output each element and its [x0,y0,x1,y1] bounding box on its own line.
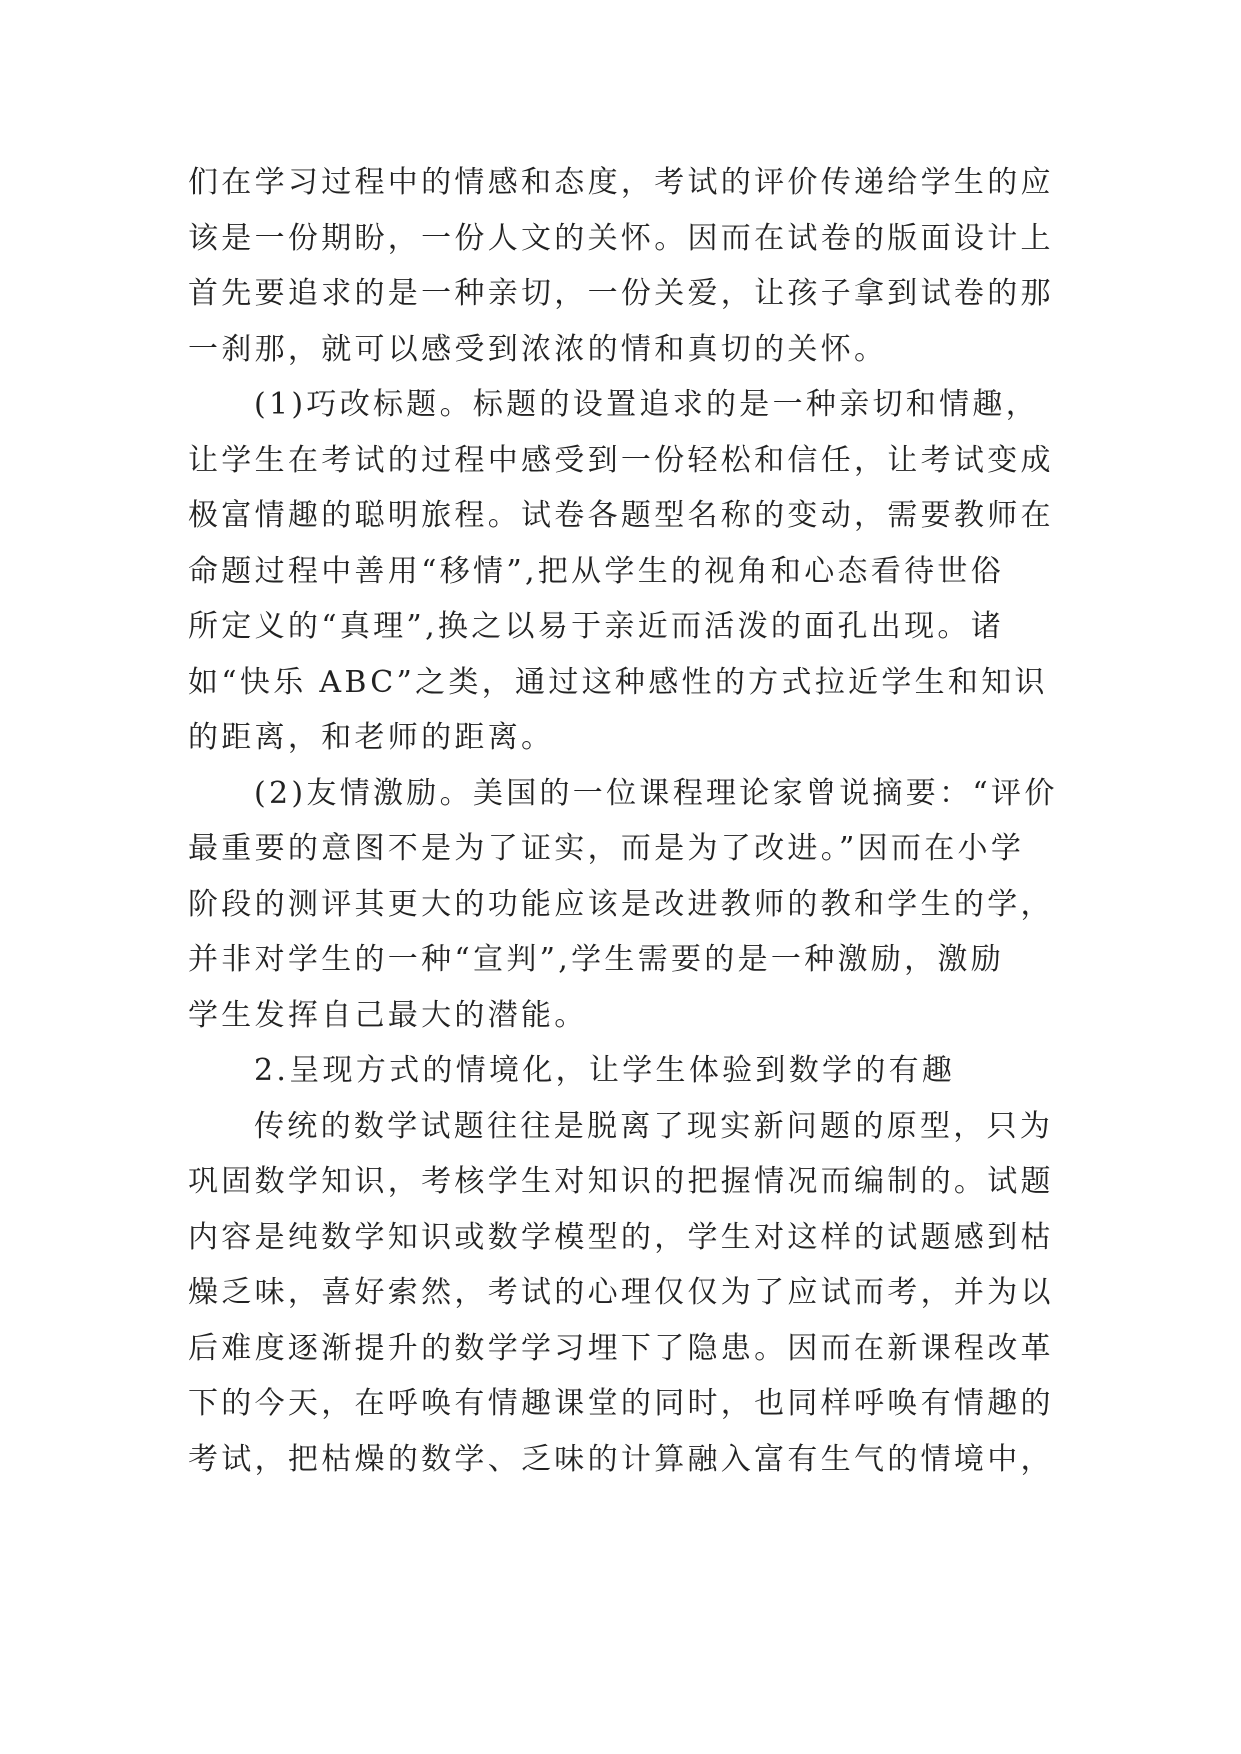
text-line: 下的今天，在呼唤有情趣课堂的同时，也同样呼唤有情趣的 [188,1386,1054,1421]
text-line: 燥乏味，喜好索然，考试的心理仅仅为了应试而考，并为以 [188,1275,1054,1310]
text-line: 考试，把枯燥的数学、乏味的计算融入富有生气的情境中， [188,1441,1054,1477]
text-line: 所定义的“真理”,换之以易于亲近而活泼的面孔出现。诸 [188,609,1005,644]
text-line: 如“快乐 ABC”之类，通过这种感性的方式拉近学生和知识 [188,664,1048,700]
text-line: 巩固数学知识，考核学生对知识的把握情况而编制的。试题 [188,1164,1054,1199]
text-line: 一刹那，就可以感受到浓浓的情和真切的关怀。 [188,331,888,367]
text-line: 并非对学生的一种“宣判”,学生需要的是一种激励，激励 [188,942,1005,977]
text-line: (1)巧改标题。标题的设置追求的是一种亲切和情趣， [254,387,1039,422]
text-line: 极富情趣的聪明旅程。试卷各题型名称的变动，需要教师在 [188,498,1054,533]
text-line: 最重要的意图不是为了证实，而是为了改进。”因而在小学 [188,831,1025,866]
text-line: 后难度逐渐提升的数学学习埋下了隐患。因而在新课程改革 [188,1330,1054,1366]
text-line: 2.呈现方式的情境化，让学生体验到数学的有趣 [254,1053,956,1088]
text-line: 学生发挥自己最大的潜能。 [188,997,588,1033]
text-line: 命题过程中善用“移情”,把从学生的视角和心态看待世俗 [188,553,1005,589]
text-line: 的距离，和老师的距离。 [188,720,555,755]
text-line: 首先要追求的是一种亲切，一份关爱，让孩子拿到试卷的那 [188,276,1054,311]
text-line: 内容是纯数学知识或数学模型的，学生对这样的试题感到枯 [188,1219,1054,1255]
text-line: 们在学习过程中的情感和态度，考试的评价传递给学生的应 [188,165,1054,200]
text-line: 该是一份期盼，一份人文的关怀。因而在试卷的版面设计上 [188,220,1054,256]
text-line: 阶段的测评其更大的功能应该是改进教师的教和学生的学， [188,886,1054,922]
text-line: 传统的数学试题往往是脱离了现实新问题的原型，只为 [254,1108,1054,1144]
text-line: 让学生在考试的过程中感受到一份轻松和信任，让考试变成 [188,442,1054,478]
text-line: (2)友情激励。美国的一位课程理论家曾说摘要：“评价 [254,775,1058,811]
body-text [188,155,1058,1487]
